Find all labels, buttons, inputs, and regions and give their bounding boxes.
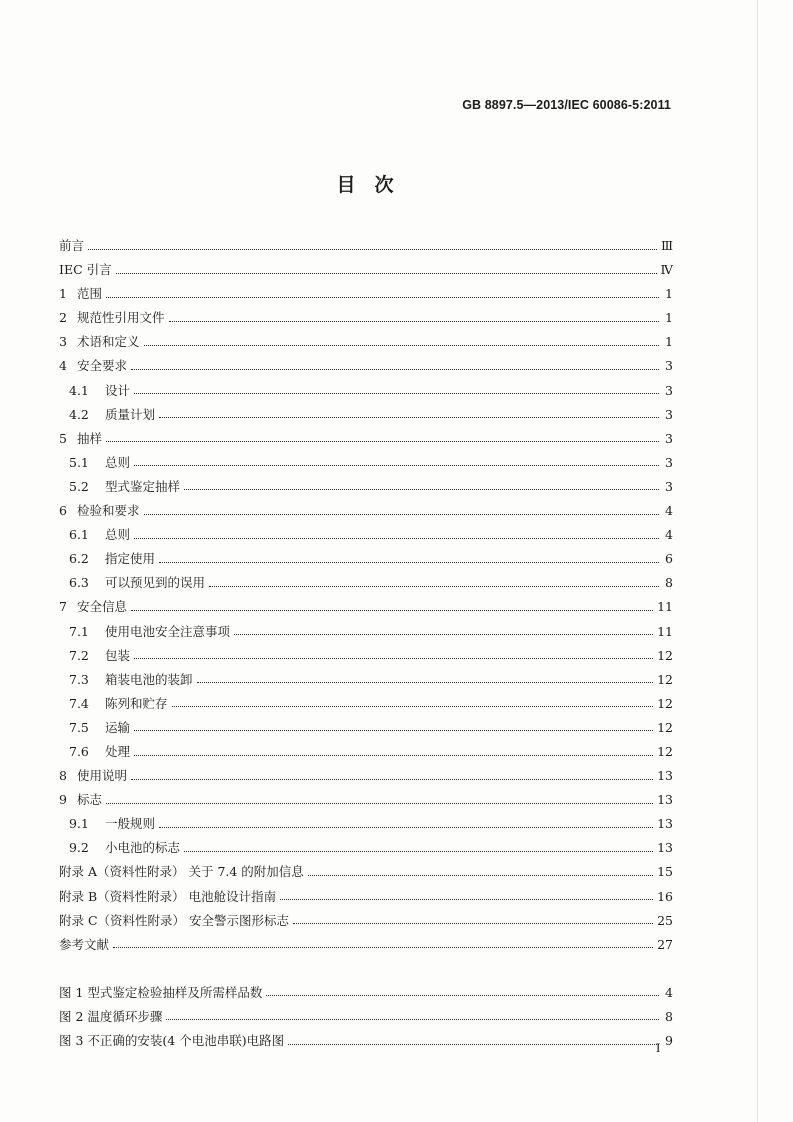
toc-entry[interactable] <box>59 403 673 427</box>
toc-entry-page: 27 <box>657 936 673 952</box>
toc-entry-text: 附录 A（资料性附录） 关于 7.4 的附加信息 <box>59 864 304 880</box>
toc-entry-label <box>59 860 304 884</box>
toc-entry-page: 3 <box>665 454 673 470</box>
toc-entry-text: 检验和要求 <box>77 503 140 519</box>
toc-entry-page: 15 <box>657 864 673 880</box>
toc-entry[interactable] <box>59 740 673 764</box>
toc-entry[interactable] <box>59 885 673 909</box>
toc-entry-text: 术语和定义 <box>77 334 140 350</box>
document-id: GB 8897.5—2013/IEC 60086-5:2011 <box>462 98 671 112</box>
leader-dots <box>280 899 653 900</box>
toc-entry-text: 运输 <box>105 719 131 735</box>
toc-entry-text: 抽样 <box>77 430 103 446</box>
toc-entry-page: 4 <box>665 527 673 543</box>
toc-entry-number: 2 <box>59 310 67 326</box>
toc-entry[interactable] <box>59 595 673 619</box>
toc-entry-page: 4 <box>665 984 673 1000</box>
toc-entry[interactable] <box>59 981 673 1005</box>
toc-entry-text: 图 3 不正确的安装(4 个电池串联)电路图 <box>59 1033 285 1048</box>
toc-entry[interactable] <box>59 499 673 523</box>
toc-entry-text: 范围 <box>77 286 103 302</box>
toc-entry-number: 6.2 <box>69 551 89 567</box>
toc-entry-page: 25 <box>657 912 673 928</box>
toc-entry-text: 参考文献 <box>59 936 110 952</box>
toc-entry[interactable] <box>59 234 673 258</box>
toc-entry-label <box>59 330 140 354</box>
leader-dots <box>134 465 659 466</box>
toc-entry-text: 设计 <box>105 382 131 398</box>
toc-entry[interactable] <box>59 692 673 716</box>
toc-entry-label <box>59 499 140 523</box>
toc-entry-number: 5.1 <box>69 454 89 470</box>
toc-entry-page: 13 <box>657 816 673 832</box>
leader-dots <box>131 369 659 370</box>
toc-entry-page: 1 <box>665 334 673 350</box>
toc-entry[interactable] <box>59 812 673 836</box>
toc-entry-number: 6.3 <box>69 575 89 591</box>
leader-dots <box>134 730 653 731</box>
toc-entry-page: 8 <box>665 1008 673 1024</box>
toc-entry-text: 一般规则 <box>105 816 156 832</box>
toc-entry-label <box>69 379 130 403</box>
leader-dots <box>166 1019 659 1020</box>
toc-entry-label <box>69 668 193 692</box>
toc-entry-label <box>59 933 109 957</box>
toc-entry-text: 使用说明 <box>77 768 128 784</box>
toc-entry[interactable] <box>59 306 673 330</box>
toc-entry-text: 箱装电池的装卸 <box>105 671 193 687</box>
toc-entry[interactable] <box>59 716 673 740</box>
toc-entry-text: 标志 <box>77 792 103 808</box>
toc-entry-page: 12 <box>657 743 673 759</box>
toc-entry-label <box>69 740 130 764</box>
leader-dots <box>266 995 659 996</box>
leader-dots <box>106 297 659 298</box>
toc-entry-label <box>59 306 165 330</box>
toc-entry[interactable] <box>59 644 673 668</box>
toc-entry-page: 8 <box>665 575 673 591</box>
toc-entry-number: 4.2 <box>69 406 89 422</box>
toc-entry-number: 9.2 <box>69 840 89 856</box>
toc-entry-page: 11 <box>657 599 673 615</box>
toc-entry-page: 3 <box>665 478 673 494</box>
toc-entry-text: 图 2 温度循环步骤 <box>59 1008 163 1024</box>
toc-entry-text: 陈列和贮存 <box>105 695 168 711</box>
toc-entry-label <box>69 403 155 427</box>
toc-entry[interactable] <box>59 379 673 403</box>
toc-entry-label <box>69 812 155 836</box>
toc-entry-page: 13 <box>657 792 673 808</box>
toc-entry-page: 3 <box>665 406 673 422</box>
toc-entry-page: 6 <box>665 551 673 567</box>
toc-entry[interactable] <box>59 427 673 451</box>
toc-entry-label <box>59 1005 162 1029</box>
leader-dots <box>88 249 657 250</box>
toc-entry[interactable] <box>59 933 673 957</box>
toc-entry-number: 7.6 <box>69 743 89 759</box>
leader-dots <box>159 827 653 828</box>
toc-entry-text: 处理 <box>105 743 131 759</box>
toc-entry-page: 12 <box>657 647 673 663</box>
leader-dots <box>144 514 659 515</box>
leader-dots <box>116 273 657 274</box>
table-of-contents <box>59 234 673 1053</box>
leader-dots <box>234 634 653 635</box>
toc-entry-text: 安全要求 <box>77 358 128 374</box>
toc-entry-label <box>59 885 276 909</box>
toc-entry-text: 使用电池安全注意事项 <box>105 623 231 639</box>
toc-entry-number: 5 <box>59 430 67 446</box>
toc-entry-page: 3 <box>665 430 673 446</box>
toc-entry-number: 7.4 <box>69 695 89 711</box>
toc-entry-text: IEC 引言 <box>59 262 112 278</box>
toc-entry-label <box>59 764 127 788</box>
toc-entry-label <box>69 475 180 499</box>
leader-dots <box>159 562 659 563</box>
toc-entry-number: 1 <box>59 286 67 302</box>
toc-entry-label <box>69 692 168 716</box>
toc-entry-number: 4.1 <box>69 382 89 398</box>
toc-entry[interactable] <box>59 764 673 788</box>
toc-entry-text: 规范性引用文件 <box>77 310 165 326</box>
leader-dots <box>293 923 653 924</box>
toc-entry[interactable] <box>59 282 673 306</box>
toc-entry-number: 7.3 <box>69 671 89 687</box>
toc-entry-number: 9.1 <box>69 816 89 832</box>
page-number: I <box>656 1040 661 1055</box>
leader-dots <box>197 682 654 683</box>
toc-entry-page: 3 <box>665 382 673 398</box>
toc-entry-label <box>69 451 130 475</box>
toc-entry-page: 13 <box>657 768 673 784</box>
toc-entry-page: Ⅳ <box>660 262 673 278</box>
toc-entry-label <box>69 571 205 595</box>
toc-entry[interactable] <box>59 788 673 812</box>
leader-dots <box>131 610 653 611</box>
toc-title: 目 次 <box>336 174 394 196</box>
leader-dots <box>134 538 659 539</box>
toc-entry-number: 6 <box>59 503 67 519</box>
toc-entry-text: 附录 C（资料性附录） 安全警示图形标志 <box>59 912 290 928</box>
toc-entry[interactable] <box>59 1029 673 1053</box>
toc-entry-page: 16 <box>657 888 673 904</box>
leader-dots <box>184 489 659 490</box>
toc-entry-label <box>59 909 289 933</box>
toc-entry-text: 前言 <box>59 238 85 253</box>
toc-entry-label <box>59 282 102 306</box>
toc-entry[interactable] <box>59 451 673 475</box>
leader-dots <box>113 947 653 948</box>
toc-entry-page: 3 <box>665 358 673 374</box>
leader-dots <box>184 851 653 852</box>
leader-dots <box>209 586 659 587</box>
leader-dots <box>106 803 653 804</box>
toc-entry-label <box>59 427 102 451</box>
leader-dots <box>144 345 659 346</box>
leader-dots <box>134 393 659 394</box>
toc-entry[interactable] <box>59 836 673 860</box>
leader-dots <box>134 658 653 659</box>
toc-entry-label <box>69 620 230 644</box>
toc-entry-text: 总则 <box>105 527 131 543</box>
toc-entry-label <box>69 836 180 860</box>
toc-entry-text: 图 1 型式鉴定检验抽样及所需样品数 <box>59 984 263 1000</box>
toc-entry-label <box>69 547 155 571</box>
toc-entry-label <box>69 716 130 740</box>
toc-entry-text: 安全信息 <box>77 599 128 615</box>
toc-entry-number: 8 <box>59 768 67 784</box>
leader-dots <box>106 441 659 442</box>
toc-entry[interactable] <box>59 354 673 378</box>
toc-entry-page: 11 <box>657 623 673 639</box>
toc-entry[interactable] <box>59 571 673 595</box>
toc-entry-page: 4 <box>665 503 673 519</box>
toc-entry-page: 12 <box>657 719 673 735</box>
toc-entry-text: 附录 B（资料性附录） 电池舱设计指南 <box>59 888 277 904</box>
toc-entry-label <box>69 644 130 668</box>
toc-entry-number: 7.1 <box>69 623 89 639</box>
toc-entry-text: 包装 <box>105 647 131 663</box>
toc-entry-text: 指定使用 <box>105 551 156 567</box>
toc-entry-text: 总则 <box>105 454 131 470</box>
toc-entry[interactable] <box>59 668 673 692</box>
toc-entry-page: 12 <box>657 695 673 711</box>
toc-entry-text: 质量计划 <box>105 406 156 422</box>
toc-entry-number: 6.1 <box>69 527 89 543</box>
section-gap <box>59 957 673 981</box>
toc-entry[interactable] <box>59 523 673 547</box>
leader-dots <box>172 706 654 707</box>
leader-dots <box>159 417 659 418</box>
toc-entry[interactable] <box>59 909 673 933</box>
toc-entry-page: 12 <box>657 671 673 687</box>
leader-dots <box>288 1044 659 1045</box>
toc-entry-label <box>69 523 130 547</box>
toc-entry-number: 4 <box>59 358 67 374</box>
toc-entry[interactable] <box>59 330 673 354</box>
toc-entry-label <box>59 258 112 282</box>
toc-entry-label <box>59 595 127 619</box>
toc-entry[interactable] <box>59 620 673 644</box>
toc-entry[interactable] <box>59 1005 673 1029</box>
toc-entry-number: 3 <box>59 334 67 350</box>
toc-entry-text: 型式鉴定抽样 <box>105 478 181 494</box>
toc-entry[interactable] <box>59 860 673 884</box>
toc-entry-text: 小电池的标志 <box>105 840 181 856</box>
toc-entry-label <box>59 1029 284 1053</box>
toc-entry-number: 7.2 <box>69 647 89 663</box>
toc-entry-label <box>59 234 84 258</box>
leader-dots <box>169 321 659 322</box>
toc-entry-page: 1 <box>665 286 673 302</box>
toc-entry-number: 5.2 <box>69 478 89 494</box>
leader-dots <box>134 755 653 756</box>
leader-dots <box>131 779 653 780</box>
toc-entry[interactable] <box>59 547 673 571</box>
toc-entry-number: 9 <box>59 792 67 808</box>
page-edge-line <box>757 0 758 1122</box>
toc-entry[interactable] <box>59 475 673 499</box>
toc-entry-text: 可以预见到的误用 <box>105 575 206 591</box>
toc-entry[interactable] <box>59 258 673 282</box>
toc-entry-page: 9 <box>665 1033 673 1048</box>
toc-entry-label <box>59 354 127 378</box>
toc-entry-page: 13 <box>657 840 673 856</box>
toc-entry-page: Ⅲ <box>660 238 673 253</box>
toc-entry-label <box>59 788 102 812</box>
toc-entry-number: 7 <box>59 599 67 615</box>
toc-entry-number: 7.5 <box>69 719 89 735</box>
toc-entry-page: 1 <box>665 310 673 326</box>
leader-dots <box>308 875 653 876</box>
toc-entry-label <box>59 981 262 1005</box>
